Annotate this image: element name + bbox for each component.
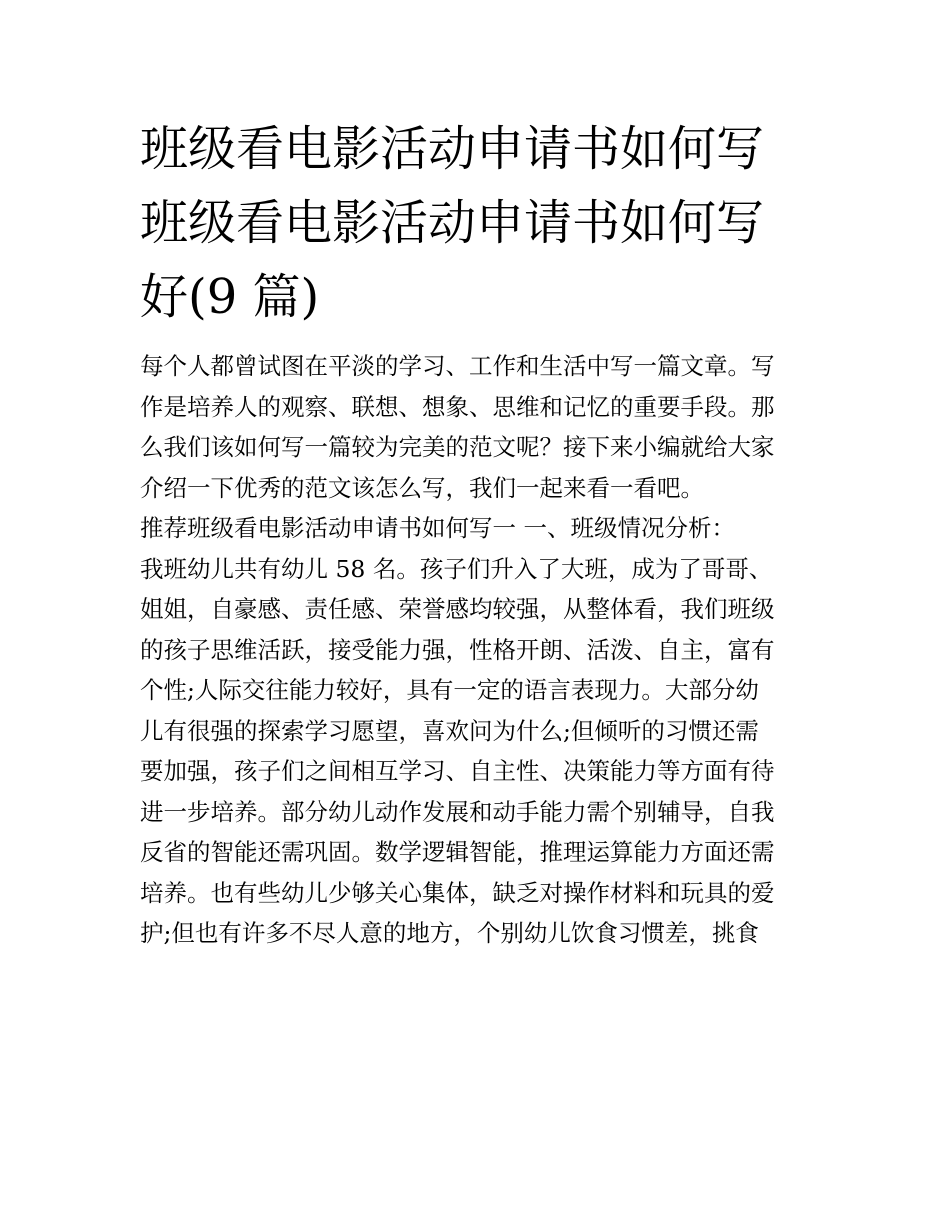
document-title	[140, 112, 812, 334]
body-line: 介绍一下优秀的范文该怎么写，我们一起来看一看吧。	[140, 473, 704, 502]
body-line: 进一步培养。部分幼儿动作发展和动手能力需个别辅导，自我	[140, 797, 775, 826]
body-line: 个性;人际交往能力较好，具有一定的语言表现力。大部分幼	[140, 676, 759, 704]
body-line: 儿有很强的探索学习愿望，喜欢问为什么;但倾听的习惯还需	[140, 716, 759, 745]
document-page	[140, 112, 812, 954]
body-line: 每个人都曾试图在平淡的学习、工作和生活中写一篇文章。写	[140, 352, 775, 380]
body-line: 么我们该如何写一篇较为完美的范文呢？接下来小编就给大家	[140, 433, 775, 461]
body-line: 推荐班级看电影活动申请书如何写一 一、班级情况分析：	[140, 514, 735, 542]
title-line: 班级看电影活动申请书如何写	[140, 195, 765, 251]
body-line: 我班幼儿共有幼儿 58 名。孩子们升入了大班，成为了哥哥、	[140, 554, 773, 583]
body-line: 的孩子思维活跃，接受能力强，性格开朗、活泼、自主，富有	[140, 635, 775, 664]
body-line: 反省的智能还需巩固。数学逻辑智能，推理运算能力方面还需	[140, 838, 775, 866]
body-line: 姐姐，自豪感、责任感、荣誉感均较强，从整体看，我们班级	[140, 595, 775, 623]
title-line: 好(9 篇)	[140, 269, 320, 325]
body-line: 护;但也有许多不尽人意的地方，个别幼儿饮食习惯差，挑食	[140, 919, 759, 947]
body-line: 培养。也有些幼儿少够关心集体，缺乏对操作材料和玩具的爱	[140, 878, 775, 907]
document-body	[140, 346, 812, 954]
title-line: 班级看电影活动申请书如何写	[140, 121, 765, 177]
body-line: 作是培养人的观察、联想、想象、思维和记忆的重要手段。那	[140, 392, 775, 421]
body-line: 要加强，孩子们之间相互学习、自主性、决策能力等方面有待	[140, 757, 775, 785]
